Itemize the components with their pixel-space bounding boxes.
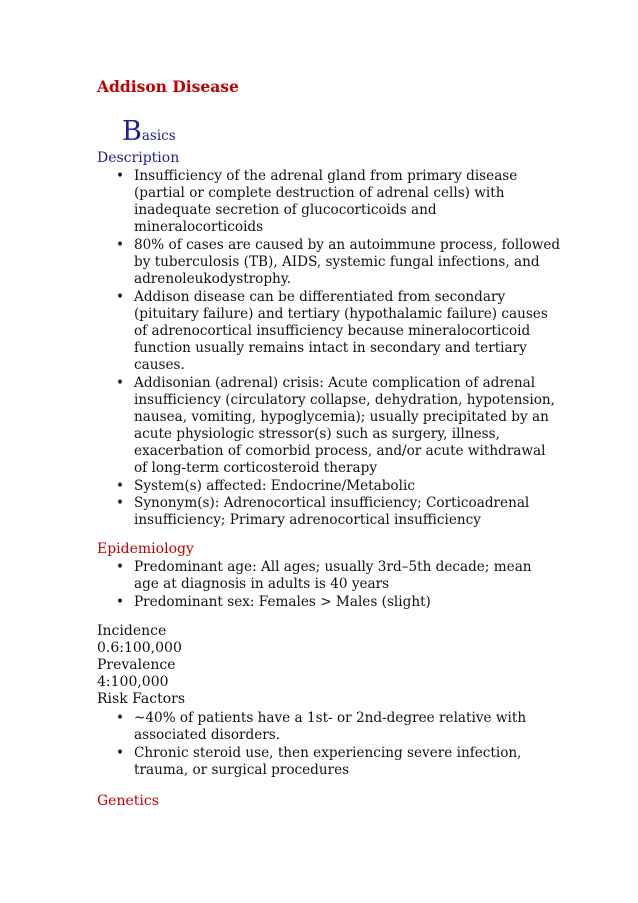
risk-factors-list (112, 710, 526, 779)
list-item-line: (partial or complete destruction of adrenal cells) with (134, 185, 505, 202)
list-item (112, 495, 560, 529)
epidemiology-list (112, 559, 532, 611)
prevalence-value: 4:100,000 (97, 674, 169, 690)
list-item-line: Chronic steroid use, then experiencing severe infection, (134, 744, 522, 761)
list-item-line: of long-term corticosteroid therapy (134, 460, 378, 477)
list-item-line: Predominant sex: Females > Males (slight) (134, 593, 431, 610)
list-item (112, 478, 560, 495)
list-item-line: exacerbation of comorbid process, and/or acute withdrawal (134, 443, 546, 459)
list-item (112, 168, 560, 236)
list-item (112, 237, 560, 288)
list-item-line: Predominant age: All ages; usually 3rd–5th decade; mean (134, 559, 532, 575)
list-item-line: System(s) affected: Endocrine/Metabolic (134, 477, 415, 494)
page-title: Addison Disease (97, 77, 239, 96)
bullet-icon: • (116, 236, 125, 253)
list-item-line: age at diagnosis in adults is 40 years (134, 576, 390, 593)
list-item-line: trauma, or surgical procedures (134, 761, 350, 778)
list-item-line: mineralocorticoids (134, 219, 264, 236)
bullet-icon: • (116, 495, 125, 512)
genetics-heading: Genetics (97, 793, 159, 809)
basics-initial: B (122, 116, 142, 147)
list-item-line: Addison disease can be differentiated from secondary (134, 288, 506, 305)
list-item-line: 80% of cases are caused by an autoimmune process, followed (134, 236, 561, 253)
list-item (112, 710, 526, 744)
bullet-icon: • (116, 288, 125, 305)
bullet-icon: • (116, 710, 125, 726)
bullet-icon: • (116, 168, 125, 184)
bullet-icon: • (116, 477, 125, 494)
list-item-line: Insufficiency of the adrenal gland from primary disease (134, 168, 518, 184)
list-item-line: causes. (134, 357, 185, 374)
bullet-icon: • (116, 374, 125, 391)
list-item-line: ~40% of patients have a 1st- or 2nd-degree relative with (134, 710, 527, 726)
list-item-line: inadequate secretion of glucocorticoids and (134, 202, 437, 219)
description-list (112, 168, 560, 530)
list-item-line: function usually remains intact in secondary and tertiary (134, 339, 527, 356)
bullet-icon: • (116, 744, 125, 761)
risk-factors-label: Risk Factors (97, 691, 186, 707)
basics-rest: asics (141, 128, 176, 144)
incidence-value: 0.6:100,000 (97, 640, 182, 656)
bullet-icon: • (116, 593, 125, 610)
list-item-line: of adrenocortical insufficiency because mineralocorticoid (134, 322, 531, 339)
basics-heading (122, 114, 176, 154)
prevalence-label: Prevalence (97, 657, 176, 673)
list-item-line: (pituitary failure) and tertiary (hypothalamic failure) causes (134, 305, 548, 322)
list-item-line: insufficiency; Primary adrenocortical insufficiency (134, 512, 481, 529)
list-item (112, 375, 560, 478)
list-item-line: Synonym(s): Adrenocortical insufficiency; Corticoadrenal (134, 495, 530, 512)
list-item-line: nausea, vomiting, hypoglycemia); usually precipitated by an (134, 408, 549, 425)
list-item-line: acute physiologic stressor(s) such as surgery, illness, (134, 425, 500, 442)
list-item-line: by tuberculosis (TB), AIDS, systemic fungal infections, and (134, 253, 540, 270)
bullet-icon: • (116, 559, 125, 575)
list-item-line: adrenoleukodystrophy. (134, 271, 292, 288)
list-item (112, 745, 526, 779)
incidence-label: Incidence (97, 623, 167, 639)
list-item-line: Addisonian (adrenal) crisis: Acute complication of adrenal (134, 374, 536, 391)
list-item (112, 559, 532, 593)
list-item (112, 289, 560, 374)
description-heading: Description (97, 150, 180, 166)
list-item-line: associated disorders. (134, 727, 281, 744)
list-item-line: insufficiency (circulatory collapse, dehydration, hypotension, (134, 391, 555, 408)
list-item (112, 594, 532, 611)
epidemiology-heading: Epidemiology (97, 541, 194, 557)
